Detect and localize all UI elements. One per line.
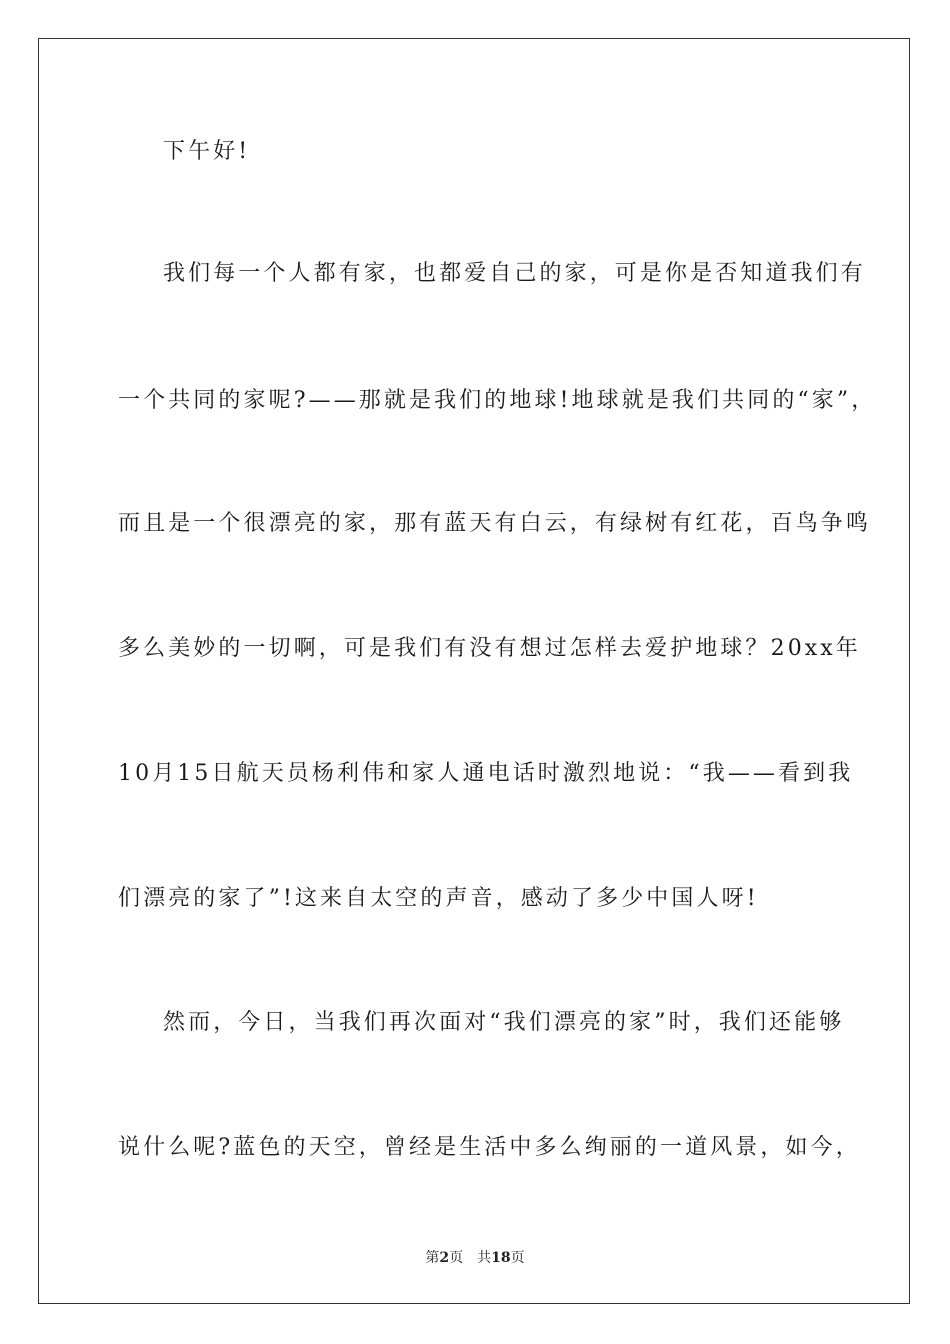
paragraph-line: 一个共同的家呢?——那就是我们的地球!地球就是我们共同的“家”， [118,388,877,413]
total-pages: 18 [491,1250,511,1266]
paragraph-line: 而且是一个很漂亮的家，那有蓝天有白云，有绿树有红花，百鸟争鸣 [118,511,872,536]
paragraph-line: 们漂亮的家了”!这来自太空的声音，感动了多少中国人呀! [118,886,759,911]
paragraph-line: 说什么呢?蓝色的天空，曾经是生活中多么绚丽的一道风景，如今， [118,1135,861,1160]
total-label-suffix: 页 [510,1250,525,1266]
page-border [38,38,910,1304]
page-label-suffix: 页 [449,1250,464,1266]
paragraph-line: 然而，今日，当我们再次面对“我们漂亮的家”时，我们还能够 [163,1010,845,1035]
paragraph-line: 多么美妙的一切啊，可是我们有没有想过怎样去爱护地球？20xx年 [118,636,861,661]
paragraph-line: 10月15日航天员杨利伟和家人通电话时激烈地说：“我——看到我 [118,761,854,786]
greeting-line: 下午好! [163,139,251,164]
page-number: 2 [439,1250,450,1266]
page-label-prefix: 第 [425,1250,440,1266]
total-label-prefix: 共 [477,1250,492,1266]
paragraph-line: 我们每一个人都有家，也都爱自己的家，可是你是否知道我们有 [163,261,866,286]
page-footer [0,1249,950,1267]
